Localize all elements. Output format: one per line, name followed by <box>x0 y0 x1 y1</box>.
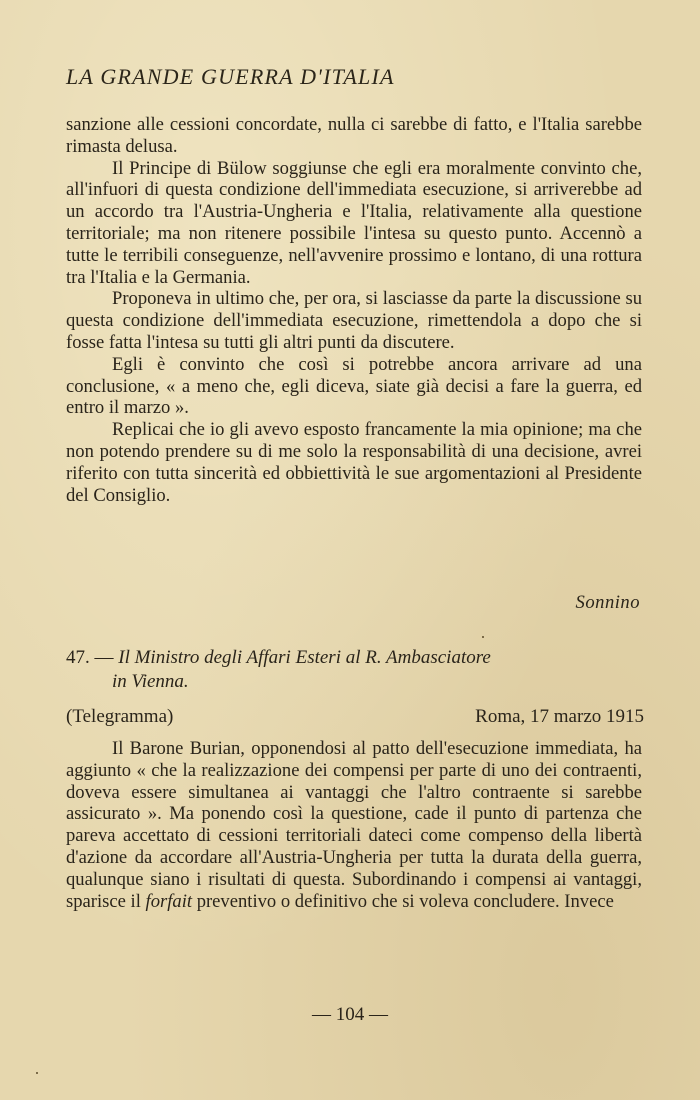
document-heading <box>66 646 646 694</box>
paragraph: Replicai che io gli avevo esposto francamente la mia opinione; ma che non potendo prendere su di me solo la responsabilità di una decisione, avrei riferito con tutta sincerità ed obbiettività le sue argomentazioni al Presidente del Consiglio. <box>66 419 642 506</box>
page-number: — 104 — <box>312 1004 388 1025</box>
paragraph: sanzione alle cessioni concordate, nulla ci sarebbe di fatto, e l'Italia sarebbe rimasta delusa. <box>66 114 642 157</box>
body-text: preventivo o definitivo che si voleva concludere. Invece <box>196 890 614 912</box>
telegram-body <box>66 738 642 912</box>
paper-speck <box>482 636 484 638</box>
document-title-line2: in Vienna. <box>112 671 189 692</box>
paragraph <box>66 738 642 912</box>
document-number: 47. — <box>66 647 114 668</box>
paragraph: Egli è convinto che così si potrebbe ancora arrivare ad una conclusione, « a meno che, egli diceva, siate già decisi a fare la guerra, ed entro il marzo ». <box>66 353 642 419</box>
letter-continuation <box>66 114 642 506</box>
paragraph: Proponeva in ultimo che, per ora, si lasciasse da parte la discussione su questa condizione dell'immediata esecuzione, rimettendola a dopo che si fosse fatta l'intesa su tutti gli altri punti da discutere. <box>66 288 642 353</box>
italic-term: forfait <box>145 890 193 912</box>
paragraph: Il Principe di Bülow soggiunse che egli era moralmente convinto che, all'infuori di questa condizione dell'immediata esecuzione, si arriverebbe ad un accordo tra l'Austria-Ungheria e l'Italia, relativamente alla questione territoriale; ma non ritenere possibile l'intesa su questo punto. Accennò a tutte le terribili conseguenze, nell'avvenire prossimo e lontano, di una rottura tra l'Italia e la Germania. <box>66 157 642 288</box>
paper-speck <box>36 1072 38 1074</box>
document-title-line1: Il Ministro degli Affari Esteri al R. Ambasciatore <box>118 647 491 668</box>
document-type: (Telegramma) <box>66 706 174 727</box>
telegram-header <box>66 706 644 728</box>
signature: Sonnino <box>575 592 640 613</box>
body-text: Il Barone Burian, opponendosi al patto dell'esecuzione immediata, ha aggiunto « che la realizzazione dei compensi per parte di uno dei contraenti, doveva essere simultanea ai vantaggi che l'altro contraente si sarebbe assicurato ». Ma ponendo così la questione, cade il punto di partenza che pareva accettato di cessioni territoriali dateci come compenso della libertà d'azione da accordare all'Austria-Ungheria per tutta la durata della guerra, qualunque siano i risultati di questa. Subordinando i compensi ai vantaggi, sparisce il <box>66 738 642 912</box>
running-head: LA GRANDE GUERRA D'ITALIA <box>66 64 395 89</box>
place-date: Roma, 17 marzo 1915 <box>475 706 644 727</box>
